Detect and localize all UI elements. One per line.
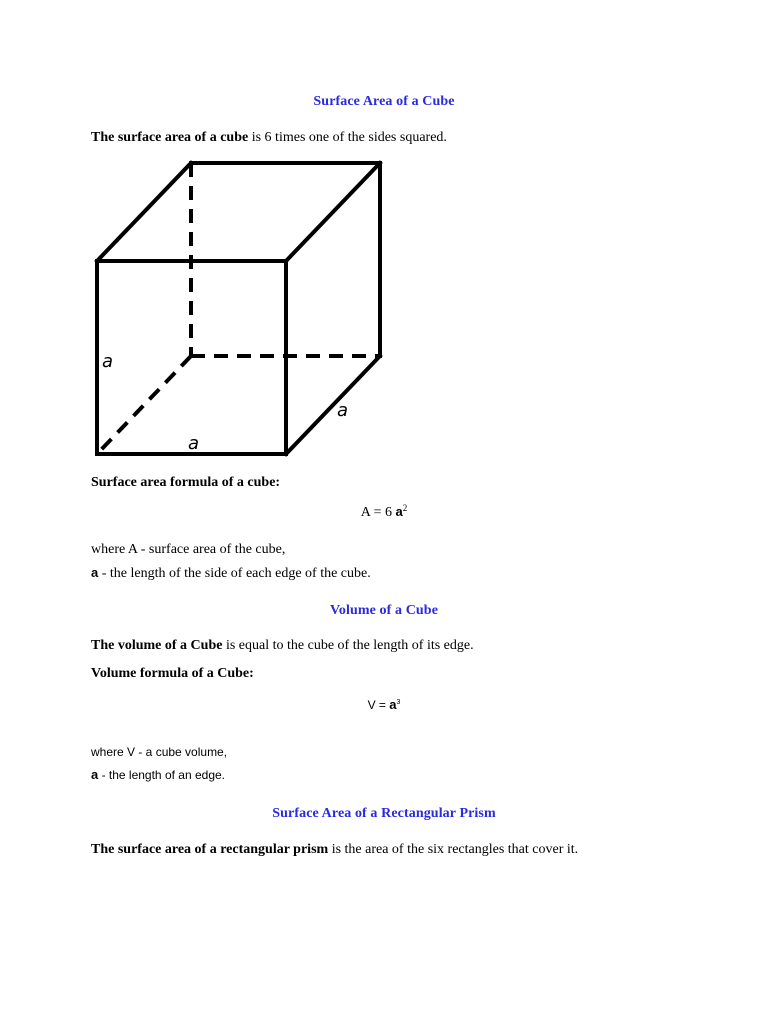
definition-var: a <box>91 767 99 782</box>
formula-exponent: 3 <box>396 699 401 706</box>
where-line-volume: where V - a cube volume, <box>91 745 228 759</box>
definition-var: a <box>91 565 99 580</box>
intro-volume-cube <box>91 638 474 654</box>
formula-title-volume <box>91 666 254 682</box>
edge-label-right: a <box>337 400 349 421</box>
intro-surface-area-cube <box>91 130 447 146</box>
intro-bold: The surface area of a cube <box>91 130 249 145</box>
intro-text: is equal to the cube of the length of its edge. <box>222 638 474 653</box>
definition-text: - the length of the side of each edge of the cube. <box>98 566 371 581</box>
intro-bold: The volume of a Cube <box>91 638 223 653</box>
formula-lhs: V = <box>367 698 390 712</box>
intro-surface-area-prism <box>91 842 578 858</box>
heading-volume-cube: Volume of a Cube <box>329 603 439 618</box>
intro-bold: The surface area of a rectangular prism <box>91 842 329 857</box>
formula-exponent: 2 <box>402 503 408 513</box>
cube-diagram <box>88 155 398 465</box>
intro-text: is the area of the six rectangles that cover it. <box>328 842 579 857</box>
definition-line-surface <box>91 565 371 582</box>
formula-title-text: Surface area formula of a cube: <box>91 475 281 490</box>
where-line-surface: where A - surface area of the cube, <box>91 542 286 557</box>
formula-var: a <box>389 697 397 712</box>
heading-surface-area-prism: Surface Area of a Rectangular Prism <box>272 806 496 821</box>
cube-edge-bottom-right <box>286 356 380 454</box>
heading-surface-area-cube: Surface Area of a Cube <box>313 94 455 109</box>
formula-lhs: A = 6 <box>360 505 396 520</box>
definition-line-volume <box>91 767 225 782</box>
definition-text: - the length of an edge. <box>98 768 225 782</box>
formula-title-surface <box>91 475 280 491</box>
formula-surface-area <box>0 504 768 521</box>
cube-edge-top-right <box>286 163 380 261</box>
formula-volume <box>0 697 768 712</box>
edge-label-left: a <box>102 351 114 372</box>
formula-var: a <box>395 504 403 519</box>
intro-text: is 6 times one of the sides squared. <box>248 130 447 145</box>
formula-title-text: Volume formula of a Cube: <box>91 666 254 681</box>
cube-edge-top-left <box>97 163 191 261</box>
edge-label-bottom: a <box>188 433 200 454</box>
